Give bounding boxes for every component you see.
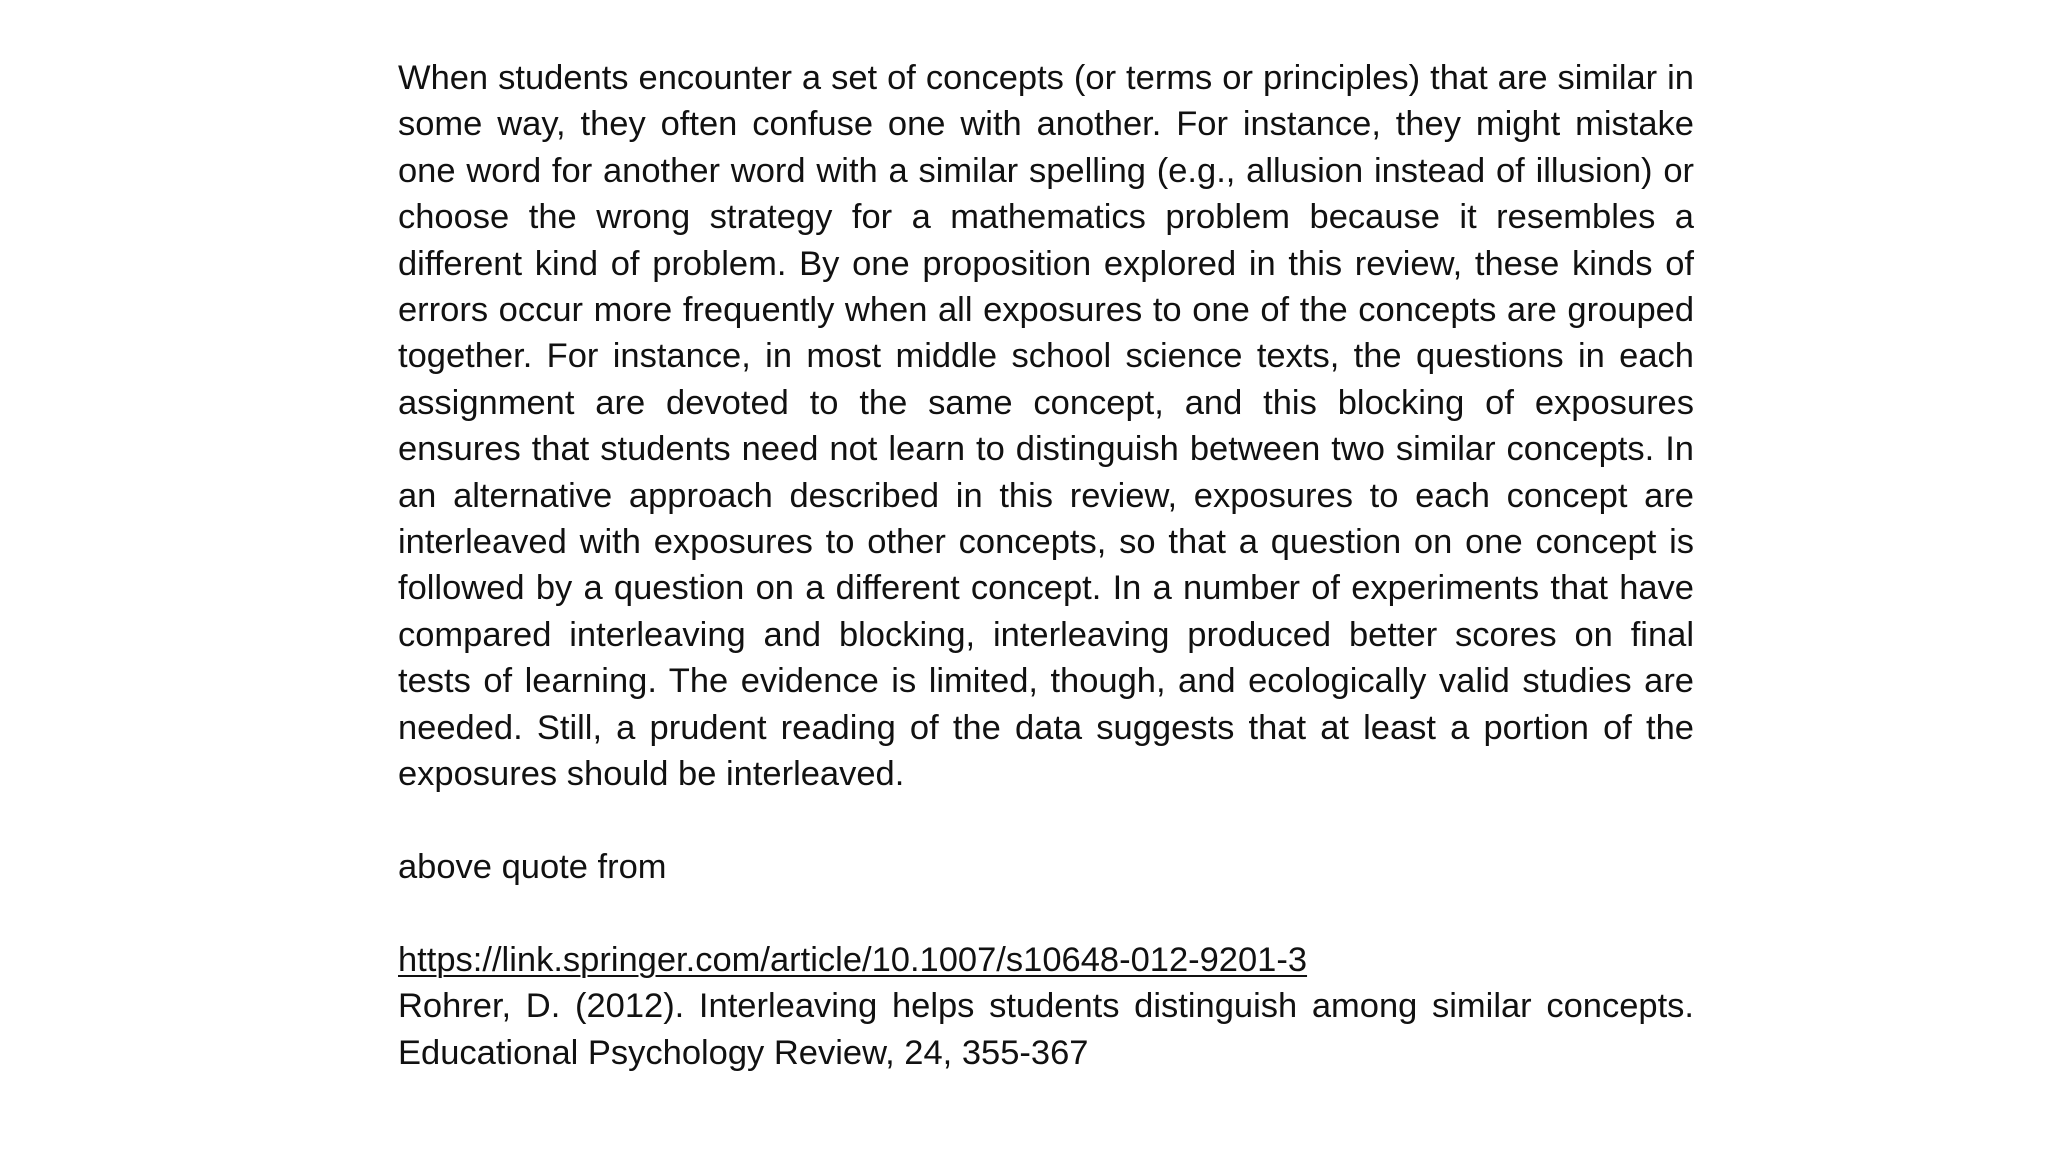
citation: Rohrer, D. (2012). Interleaving helps students distinguish among similar concepts. Educational Psychology Review, 24, 355-367 [398,987,1694,1072]
quote-paragraph: When students encounter a set of concepts (or terms or principles) that are similar in some way, they often confuse one with another. For instance, they might mistake one word for another word with a similar spelling (e.g., allusion instead of illusion) or choose the wrong strategy for a mathematics problem because it resembles a different kind of problem. By one proposition explored in this review, these kinds of errors occur more frequently when all exposures to one of the concepts are grouped together. For instance, in most middle school science texts, the questions in each assignment are devoted to the same concept, and this blocking of exposures ensures that students need not learn to distinguish between two similar concepts. In an alternative approach described in this review, exposures to each concept are interleaved with exposures to other concepts, so that a question on one concept is followed by a question on a different concept. In a number of experiments that have compared interleaving and blocking, interleaving produced better scores on final tests of learning. The evidence is limited, though, and ecologically valid studies are needed. Still, a prudent reading of the data suggests that at least a portion of the exposures should be interleaved. [398,59,1694,794]
source-label: above quote from [398,847,667,886]
source-link[interactable]: https://link.springer.com/article/10.1007/s10648-012-9201-3 [398,940,1308,979]
text-block [398,55,1694,1076]
